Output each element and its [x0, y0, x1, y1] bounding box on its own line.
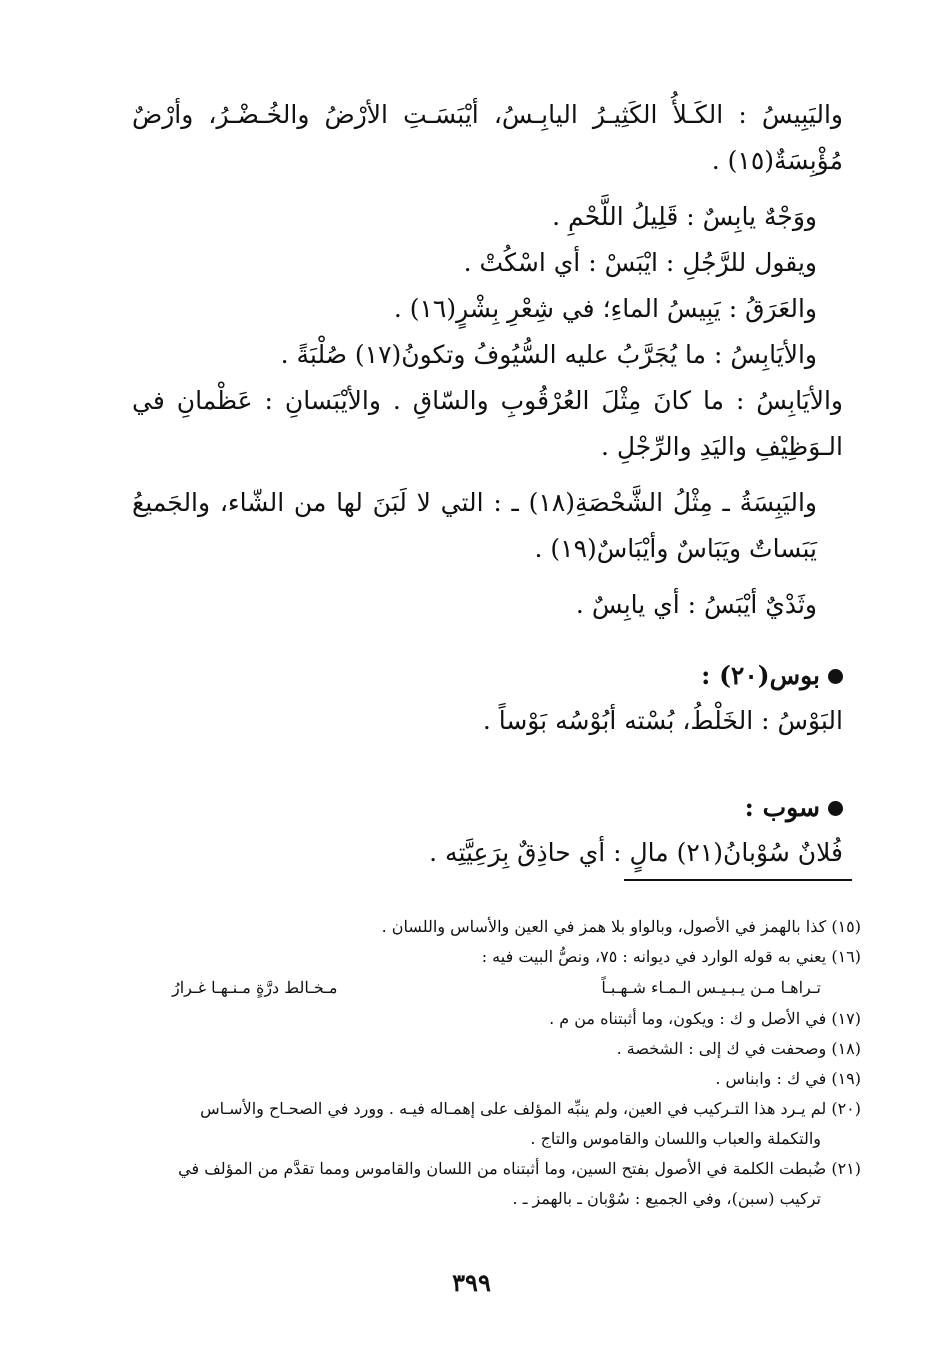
verse-first-hemistich: تـراهـا مـن يـبـيـس الـمـاء شـهـبـاً	[601, 978, 821, 997]
main-text	[132, 92, 843, 876]
bullet-icon	[828, 801, 843, 816]
bullet-icon	[828, 669, 843, 684]
footnote-20: (٢٠) لم يـرد هذا التـركيب في العين، ولم ينبِّه المؤلف على إهمـاله فيـه . وورد في الصحـاح والأسـاس	[200, 1099, 861, 1118]
paragraph-bows: البَوْسُ : الخَلْطُ، بُسْته أبُوْسُه بَوْساً .	[482, 706, 843, 735]
entry-heading-bws	[132, 654, 843, 698]
footnotes	[132, 912, 861, 1214]
footnote-verse	[132, 972, 861, 1004]
paragraph-sowban: فُلانٌ سُوْبانُ(٢١) مالٍ : أي حاذِقٌ بِرَعِيَّتِه .	[429, 838, 843, 867]
paragraph-wajh-yabis: ووَجْهٌ يابِسٌ : قَلِيلُ اللَّحْمِ .	[552, 202, 817, 231]
entry-heading-swb	[132, 786, 843, 830]
paragraph-iybas: ويقول للرَّجُلِ : ايْبَسْ : أي اسْكُتْ .	[463, 248, 817, 277]
footnote-18: (١٨) وصحفت في ك إلى : الشخصة .	[616, 1039, 861, 1058]
entry-heading-text: بوس(٢٠) :	[701, 661, 820, 690]
footnote-21-continued: تركيب (سبن)، وفي الجميع : سُوْبان ـ بالهمز ـ .	[512, 1189, 821, 1208]
paragraph-yabis: واليَبِيسُ : الكَـلأُ الكَثِيـرُ اليابِـسُ، أيْبَسَـتِ الأرْضُ والخُـضْـرُ، وأرْضٌ مُؤْبِسَةٌ(١٥) .	[132, 100, 843, 175]
footnote-21: (٢١) ضُبطت الكلمة في الأصول بفتح السين، وما أثبتناه من اللسان والقاموس ومما تقدَّم من المؤلف في	[178, 1159, 861, 1178]
verse-second-hemistich: مـخـالط درَّةٍ مـنـهـا غـرارُ	[172, 978, 338, 997]
footnote-separator	[624, 879, 852, 881]
footnote-16: (١٦) يعني به قوله الوارد في ديوانه : ٧٥، ونصُّ البيت فيه :	[481, 947, 861, 966]
paragraph-ayabis-swords: والأيَابِسُ : ما يُجَرَّبُ عليه السُّيُوفُ وتكونُ(١٧) صُلْبَةً .	[280, 340, 817, 369]
paragraph-ayabis-bones: والأيَابِسُ : ما كانَ مِثْلَ العُرْقُوبِ والسّاقِ . والأيْبَسانِ : عَظْمانِ في الـوَظِيْفِ واليَدِ والرِّجْلِ .	[132, 386, 843, 461]
footnote-15: (١٥) كذا بالهمز في الأصول، وبالواو بلا همز في العين والأساس واللسان .	[381, 917, 861, 936]
footnote-19: (١٩) في ك : وابناس .	[715, 1069, 861, 1088]
footnote-20-continued: والتكملة والعباب واللسان والقاموس والتاج .	[530, 1129, 821, 1148]
page-number: ٣٩٩	[452, 1268, 491, 1297]
paragraph-thady: وثَدْيٌ أيْبَسُ : أي يابِسٌ .	[575, 590, 817, 619]
entry-heading-text: سوب :	[744, 793, 820, 822]
footnote-17: (١٧) في الأصل و ك : ويكون، وما أثبتناه من م .	[549, 1009, 861, 1028]
paragraph-yabisa: واليَبِسَةُ ـ مِثْلُ الشَّحْصَةِ(١٨) ـ : التي لا لَبَنَ لها من الشّاء، والجَميعُ يَبَساتٌ ويَبَاسٌ وأيْبَاسٌ(١٩) .	[132, 488, 817, 563]
paragraph-araq: والعَرَقُ : يَبِيسُ الماءِ؛ في شِعْرِ بِشْرٍ(١٦) .	[393, 294, 817, 323]
